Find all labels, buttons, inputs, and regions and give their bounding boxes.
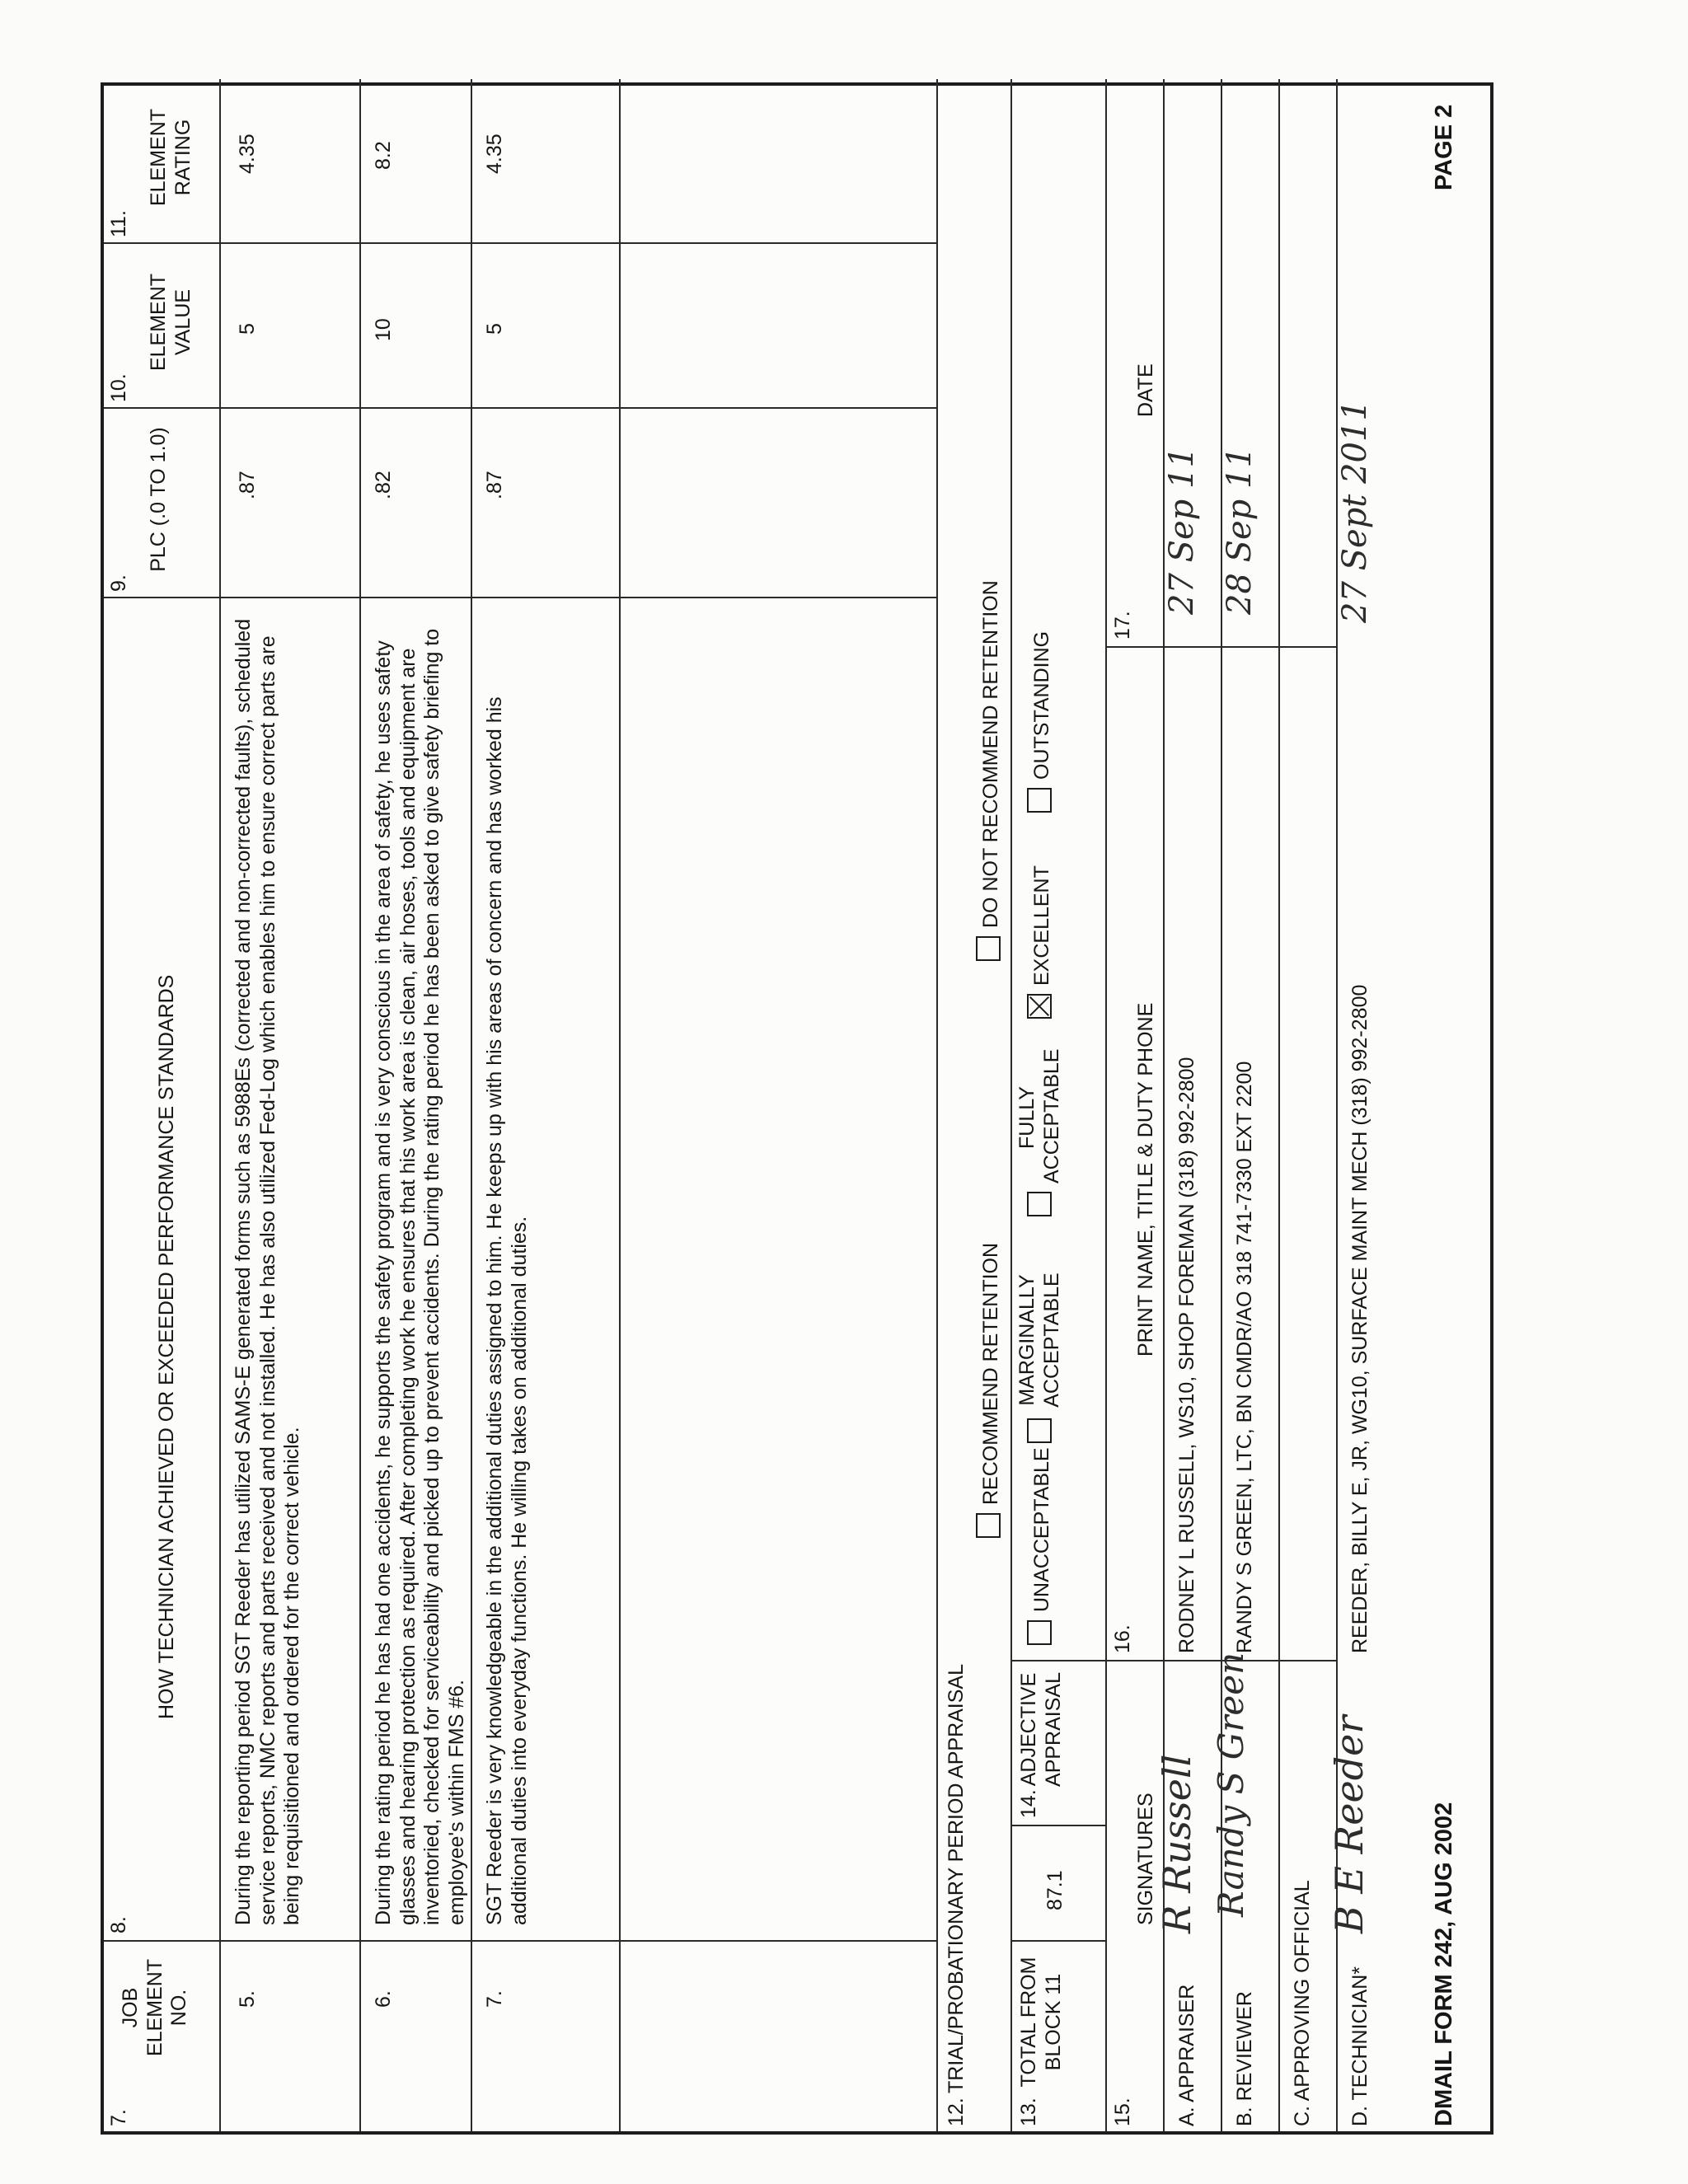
print-name-header: PRINT NAME, TITLE & DUTY PHONE: [1134, 1002, 1157, 1357]
block12-label: TRIAL/PROBATIONARY PERIOD APPRAISAL: [945, 1664, 968, 2093]
technician-date: 27 Sept 2011: [1336, 400, 1374, 623]
approving-official-role: C. APPROVING OFFICIAL: [1291, 1880, 1314, 2126]
block13-label-right: [1010, 1940, 1105, 1942]
excellent-checkbox[interactable]: [1027, 994, 1052, 1019]
col10-header: ELEMENT VALUE: [147, 273, 195, 372]
do-not-recommend-retention-label: DO NOT RECOMMEND RETENTION: [979, 580, 1002, 928]
row2-value: 10: [372, 318, 395, 341]
block12-number: 12.: [945, 2097, 968, 2126]
reviewer-date: 28 Sep 11: [1221, 447, 1259, 615]
marginally-acceptable-label: MARGINALLY ACCEPTABLE: [1015, 1272, 1063, 1408]
performance-appraisal-form: [101, 82, 1493, 2135]
col9-number: 9.: [107, 574, 130, 592]
appraiser-role: A. APPRAISER: [1175, 1984, 1198, 2126]
technician-signature: B E Reeder: [1327, 1715, 1372, 1933]
row-divider-2: [471, 79, 472, 2131]
block15-number: 15.: [1111, 2097, 1134, 2126]
recommend-retention-checkbox[interactable]: [976, 1513, 1001, 1538]
block13-label: TOTAL FROM BLOCK 11: [1017, 1957, 1065, 2088]
block12-top: [936, 79, 938, 2131]
marginally-acceptable-checkbox[interactable]: [1027, 1418, 1052, 1443]
reviewer-signature: Randy S Green: [1211, 1652, 1251, 1917]
sig-row-c: [1278, 79, 1280, 2131]
reviewer-role: B. REVIEWER: [1233, 1991, 1256, 2126]
block13-total: 87.1: [1043, 1870, 1067, 1910]
row3-plc: .87: [483, 471, 506, 499]
block13-bottom: [1105, 79, 1107, 2131]
row3-element: 7.: [483, 1990, 506, 2008]
row1-plc: .87: [236, 471, 259, 499]
appraiser-name: RODNEY L RUSSELL, WS10, SHOP FOREMAN (318) 992-2800: [1175, 1057, 1198, 1653]
block14-label: ADJECTIVE APPRAISAL: [1017, 1672, 1065, 1787]
reviewer-name: RANDY S GREEN, LTC, BN CMDR/AO 318 741-7330 EXT 2200: [1233, 1061, 1256, 1653]
row3-value: 5: [483, 323, 506, 335]
block13-number: 13.: [1017, 2097, 1040, 2126]
appraiser-date: 27 Sep 11: [1163, 447, 1201, 615]
recommend-retention-label: RECOMMEND RETENTION: [979, 1242, 1002, 1505]
page-number: PAGE 2: [1431, 104, 1457, 190]
outstanding-checkbox[interactable]: [1027, 788, 1052, 813]
col8-number: 8.: [107, 1916, 130, 1933]
col9-right: [104, 407, 936, 409]
row2-rating: 8.2: [372, 141, 395, 170]
col10-right: [104, 242, 936, 244]
col7-right: [104, 1940, 936, 1942]
col7-header: JOB ELEMENT NO.: [119, 1958, 190, 2057]
appraiser-signature: R Russell: [1155, 1754, 1199, 1933]
col8-right: [104, 597, 936, 598]
do-not-recommend-retention-checkbox[interactable]: [976, 936, 1001, 961]
fully-acceptable-checkbox[interactable]: [1027, 1192, 1052, 1216]
block12-bottom: [1010, 79, 1012, 2131]
row2-plc: .82: [372, 471, 395, 499]
block17-number: 17.: [1111, 611, 1134, 640]
unacceptable-label: UNACCEPTABLE: [1030, 1447, 1053, 1612]
row1-description: During the reporting period SGT Reeder has utilized SAMS-E generated forms such as 5988Es (corrected and non-corrected faults), scheduled service reports, NMC reports and parts received and not installed. He has also utilized Fed-Log which enables him to ensure correct parts are being requisitioned and ordered for the correct vehicle.: [232, 618, 303, 1925]
row1-value: 5: [236, 323, 259, 335]
row2-element: 6.: [372, 1990, 395, 2008]
row1-rating: 4.35: [236, 134, 259, 174]
row-divider-1: [359, 79, 361, 2131]
signatures-header: SIGNATURES: [1134, 1793, 1157, 1925]
row-divider-3: [619, 79, 621, 2131]
col10-number: 10.: [107, 373, 130, 402]
col9-header: PLC (.0 TO 1.0): [147, 427, 170, 572]
col11-number: 11.: [107, 210, 130, 237]
row2-description: During the rating period he has had one accidents, he supports the safety program and is very conscious in the area of safety, he uses safety glasses and hearing protection as required. After completing work he ensures that his work area is clean, air hoses, tools and equipment are inventoried, checked for serviceability and picked up to prevent accidents. During the rating period he has been asked to give safety briefing to employee's within FMS #6.: [372, 628, 468, 1925]
form-footer-id: DMAIL FORM 242, AUG 2002: [1431, 1802, 1457, 2126]
row3-description: SGT Reeder is very knowledgeable in the additional duties assigned to him. He keeps up with his areas of concern and has worked his additional duties into everyday functions. He willing takes on additional duties.: [483, 696, 531, 1925]
block16-number: 16.: [1111, 1624, 1134, 1653]
row3-rating: 4.35: [483, 134, 506, 174]
block14-number: 14.: [1017, 1789, 1040, 1818]
name-col-right: [1105, 646, 1336, 648]
date-header: DATE: [1134, 363, 1157, 417]
unacceptable-checkbox[interactable]: [1027, 1620, 1052, 1645]
outstanding-label: OUTSTANDING: [1030, 630, 1053, 780]
technician-role: D. TECHNICIAN*: [1348, 1966, 1372, 2126]
block13-value-right: [1010, 1825, 1105, 1826]
fully-acceptable-label: FULLY ACCEPTABLE: [1015, 1048, 1063, 1183]
col8-header: HOW TECHNICIAN ACHIEVED OR EXCEEDED PERFORMANCE STANDARDS: [155, 974, 178, 1719]
col7-number: 7.: [107, 2109, 130, 2126]
row1-element: 5.: [236, 1990, 259, 2008]
excellent-label: EXCELLENT: [1030, 865, 1053, 986]
col11-header: ELEMENT RATING: [147, 108, 195, 207]
technician-name: REEDER, BILLY E, JR, WG10, SURFACE MAINT MECH (318) 992-2800: [1348, 984, 1372, 1653]
header-divider: [219, 79, 221, 2131]
